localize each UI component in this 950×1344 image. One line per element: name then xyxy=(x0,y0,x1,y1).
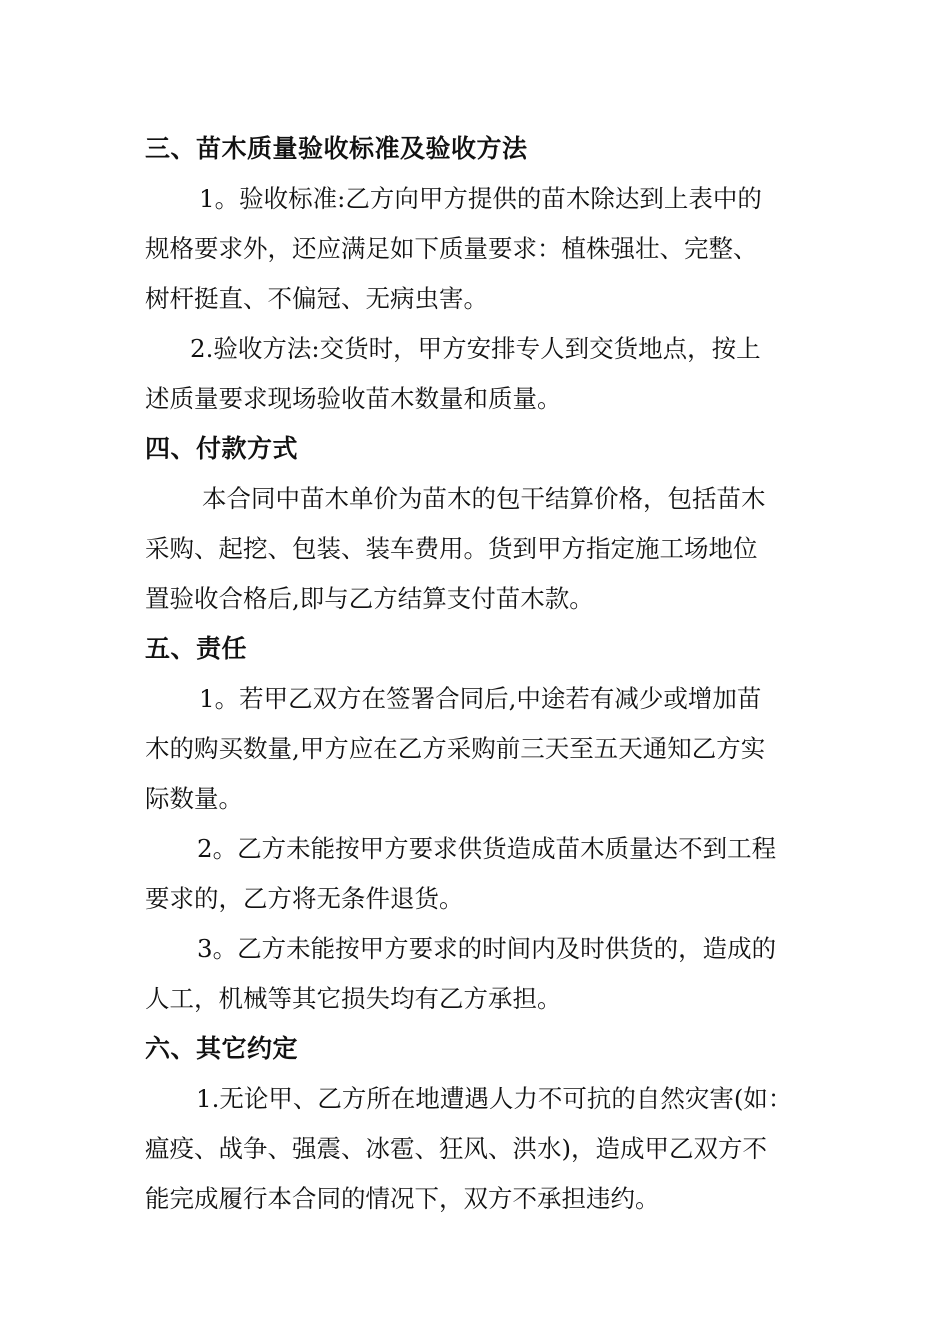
section-responsibility xyxy=(145,624,810,1024)
paragraph-line: 采购、起挖、包装、装车费用。货到甲方指定施工场地位 xyxy=(145,534,758,563)
section-quality-acceptance xyxy=(145,124,810,424)
paragraph-line: 2.验收方法:交货时，甲方安排专人到交货地点，按上 xyxy=(190,334,761,363)
section-heading: 三、苗木质量验收标准及验收方法 xyxy=(145,134,528,163)
section-heading: 四、付款方式 xyxy=(145,434,299,463)
section-heading: 五、责任 xyxy=(145,634,248,663)
contract-body xyxy=(145,124,810,1224)
paragraph-line: 人工，机械等其它损失均有乙方承担。 xyxy=(145,984,562,1013)
paragraph-line: 瘟疫、战争、强震、冰雹、狂风、洪水)，造成甲乙双方不 xyxy=(145,1134,768,1163)
paragraph-line: 1。验收标准:乙方向甲方提供的苗木除达到上表中的 xyxy=(199,184,762,213)
paragraph-line: 本合同中苗木单价为苗木的包干结算价格，包括苗木 xyxy=(202,484,766,513)
section-other-agreements xyxy=(145,1024,810,1224)
paragraph-line: 置验收合格后,即与乙方结算支付苗木款。 xyxy=(145,584,594,613)
paragraph-line: 3。乙方未能按甲方要求的时间内及时供货的，造成的 xyxy=(197,934,777,963)
paragraph-line: 要求的，乙方将无条件退货。 xyxy=(145,884,464,913)
paragraph-line: 木的购买数量,甲方应在乙方采购前三天至五天通知乙方实 xyxy=(145,734,766,763)
paragraph-line: 2。乙方未能按甲方要求供货造成苗木质量达不到工程 xyxy=(197,834,777,863)
section-payment xyxy=(145,424,810,624)
paragraph-line: 1。若甲乙双方在签署合同后,中途若有减少或增加苗 xyxy=(199,684,762,713)
paragraph-line: 规格要求外，还应满足如下质量要求：植株强壮、完整、 xyxy=(145,234,758,263)
paragraph-line: 述质量要求现场验收苗木数量和质量。 xyxy=(145,384,562,413)
paragraph-line: 能完成履行本合同的情况下，双方不承担违约。 xyxy=(145,1184,660,1213)
paragraph-line: 1.无论甲、乙方所在地遭遇人力不可抗的自然灾害(如： xyxy=(196,1084,793,1113)
paragraph-line: 树杆挺直、不偏冠、无病虫害。 xyxy=(145,284,488,313)
paragraph-line: 际数量。 xyxy=(145,784,243,813)
section-heading: 六、其它约定 xyxy=(145,1034,299,1063)
